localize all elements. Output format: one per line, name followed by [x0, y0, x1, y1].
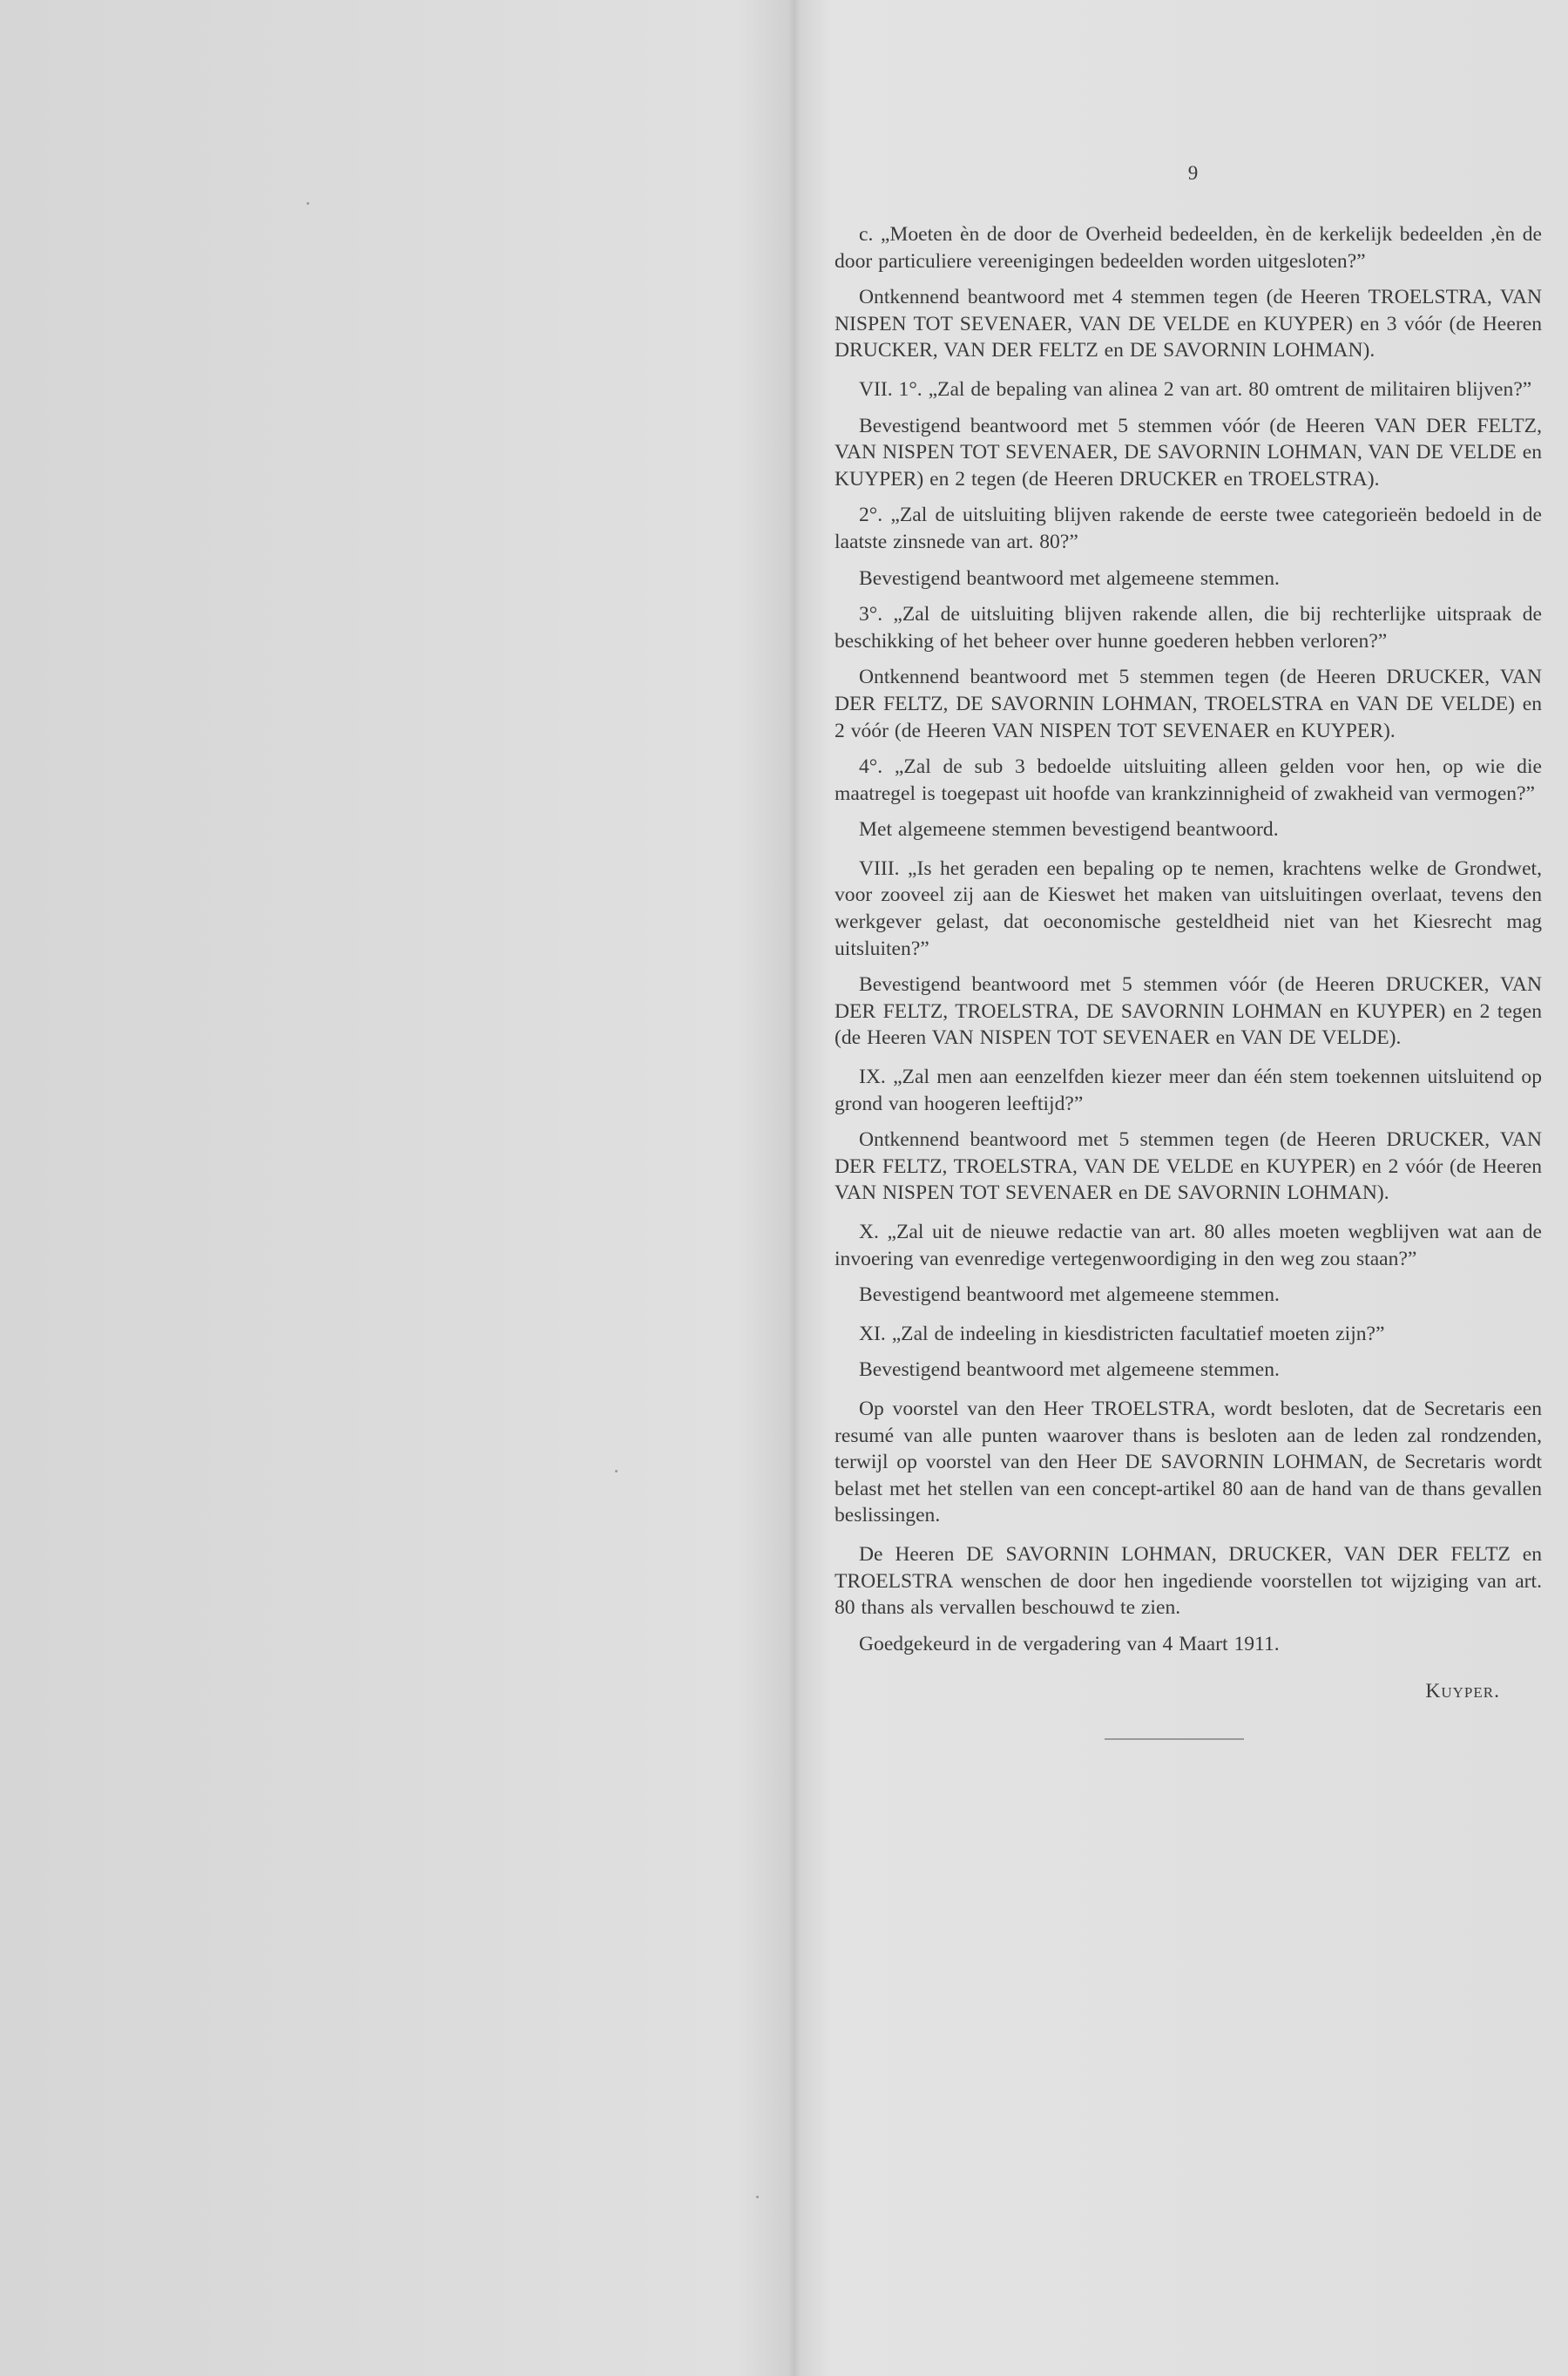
paragraph-vote-x: Bevestigend beantwoord met algemeene stemmen.	[859, 1283, 1280, 1307]
paragraph-withdrawal: De Heeren DE SAVORNIN LOHMAN, DRUCKER, VAN DER FELTZ en TROELSTRA wenschen de door hen ingediende voorstellen tot wijziging van art. 80 thans als vervallen beschouwd te zien.	[835, 1542, 1542, 1620]
paragraph-vote-xi: Bevestigend beantwoord met algemeene stemmen.	[859, 1358, 1280, 1382]
paragraph-vote-vii-4: Met algemeene stemmen bevestigend beantwoord.	[859, 818, 1279, 842]
signature: Kuyper.	[1425, 1680, 1500, 1703]
paragraph-question-ix: IX. „Zal men aan eenzelfden kiezer meer dan één stem toekennen uitsluitend op grond van hoogeren leeftijd?”	[835, 1066, 1542, 1115]
paragraph-question-viii: VIII. „Is het geraden een bepaling op te nemen, krachtens welke de Grondwet, voor zooveel zij aan de Kieswet het maken van uitsluitingen overlaat, tevens den werkgever gelast, dat oeconomische gesteldheid niet van het Kiesrecht mag uitsluiten?”	[835, 856, 1542, 960]
paragraph-question-vii-3: 3°. „Zal de uitsluiting blijven rakende allen, die bij rechterlijke uitspraak de beschikking of het beheer over hunne goederen hebben verloren?”	[835, 603, 1542, 653]
paragraph-vote-viii: Bevestigend beantwoord met 5 stemmen vóór (de Heeren DRUCKER, VAN DER FELTZ, TROELSTRA, DE SAVORNIN LOHMAN en KUYPER) en 2 tegen (de Heeren VAN NISPEN TOT SEVENAER en VAN DE VELDE).	[835, 973, 1542, 1050]
paragraph-vote-ix: Ontkennend beantwoord met 5 stemmen tegen (de Heeren DRUCKER, VAN DER FELTZ, TROELSTRA, VAN DE VELDE en KUYPER) en 2 vóór (de Heeren VAN NISPEN TOT SEVENAER en DE SAVORNIN LOHMAN).	[835, 1128, 1542, 1205]
paragraph-vote-c: Ontkennend beantwoord met 4 stemmen tegen (de Heeren TROELSTRA, VAN NISPEN TOT SEVENAER, VAN DE VELDE en KUYPER) en 3 vóór (de Heeren DRUCKER, VAN DER FELTZ en DE SAVORNIN LOHMAN).	[835, 286, 1542, 362]
paragraph-resolution: Op voorstel van den Heer TROELSTRA, wordt besloten, dat de Secretaris een resumé van alle punten waarover thans is besloten aan de leden zal rondzenden, terwijl op voorstel van den Heer DE SAVORNIN LOHMAN, de Secretaris wordt belast met het stellen van een concept-artikel 80 aan de hand van de thans gevallen beslissingen.	[835, 1397, 1542, 1527]
text-page	[819, 0, 1568, 2376]
approval-line: Goedgekeurd in de vergadering van 4 Maart 1911.	[859, 1632, 1280, 1655]
page-fold	[788, 0, 801, 2376]
paper-speck	[615, 1470, 618, 1472]
paragraph-question-xi: XI. „Zal de indeeling in kiesdistricten facultatief moeten zijn?”	[859, 1322, 1385, 1345]
paragraph-question-vii-2: 2°. „Zal de uitsluiting blijven rakende de eerste twee categorieën bedoeld in de laatste zinsnede van art. 80?”	[835, 504, 1542, 553]
paragraph-question-vii-1: VII. 1°. „Zal de bepaling van alinea 2 van art. 80 omtrent de militairen blijven?”	[859, 377, 1532, 401]
page-number: 9	[1187, 162, 1200, 184]
paragraph-question-x: X. „Zal uit de nieuwe redactie van art. 80 alles moeten wegblijven wat aan de invoering van evenredige vertegenwoordiging in den weg zou staan?”	[835, 1221, 1542, 1270]
paragraph-vote-vii-3: Ontkennend beantwoord met 5 stemmen tegen (de Heeren DRUCKER, VAN DER FELTZ, DE SAVORNIN LOHMAN, TROELSTRA en VAN DE VELDE) en 2 vóór (de Heeren VAN NISPEN TOT SEVENAER en KUYPER).	[835, 666, 1542, 742]
paragraph-vote-vii-1: Bevestigend beantwoord met 5 stemmen vóór (de Heeren VAN DER FELTZ, VAN NISPEN TOT SEVENAER, DE SAVORNIN LOHMAN, VAN DE VELDE en KUYPER) en 2 tegen (de Heeren DRUCKER en TROELSTRA).	[835, 414, 1542, 491]
paragraph-vote-vii-2: Bevestigend beantwoord met algemeene stemmen.	[859, 566, 1280, 590]
closing-rule	[1105, 1738, 1244, 1740]
paper-speck	[756, 2196, 759, 2198]
text-column	[835, 221, 1542, 1740]
paragraph-question-c: c. „Moeten èn de door de Overheid bedeelden, èn de kerkelijk bedeelden ,èn de door particuliere vereenigingen bedeelden worden uitgesloten?”	[835, 223, 1542, 273]
paper-speck	[307, 202, 309, 205]
paragraph-question-vii-4: 4°. „Zal de sub 3 bedoelde uitsluiting alleen gelden voor hen, op wie die maatregel is toegepast uit hoofde van krankzinnigheid of zwakheid van vermogen?”	[835, 755, 1542, 805]
